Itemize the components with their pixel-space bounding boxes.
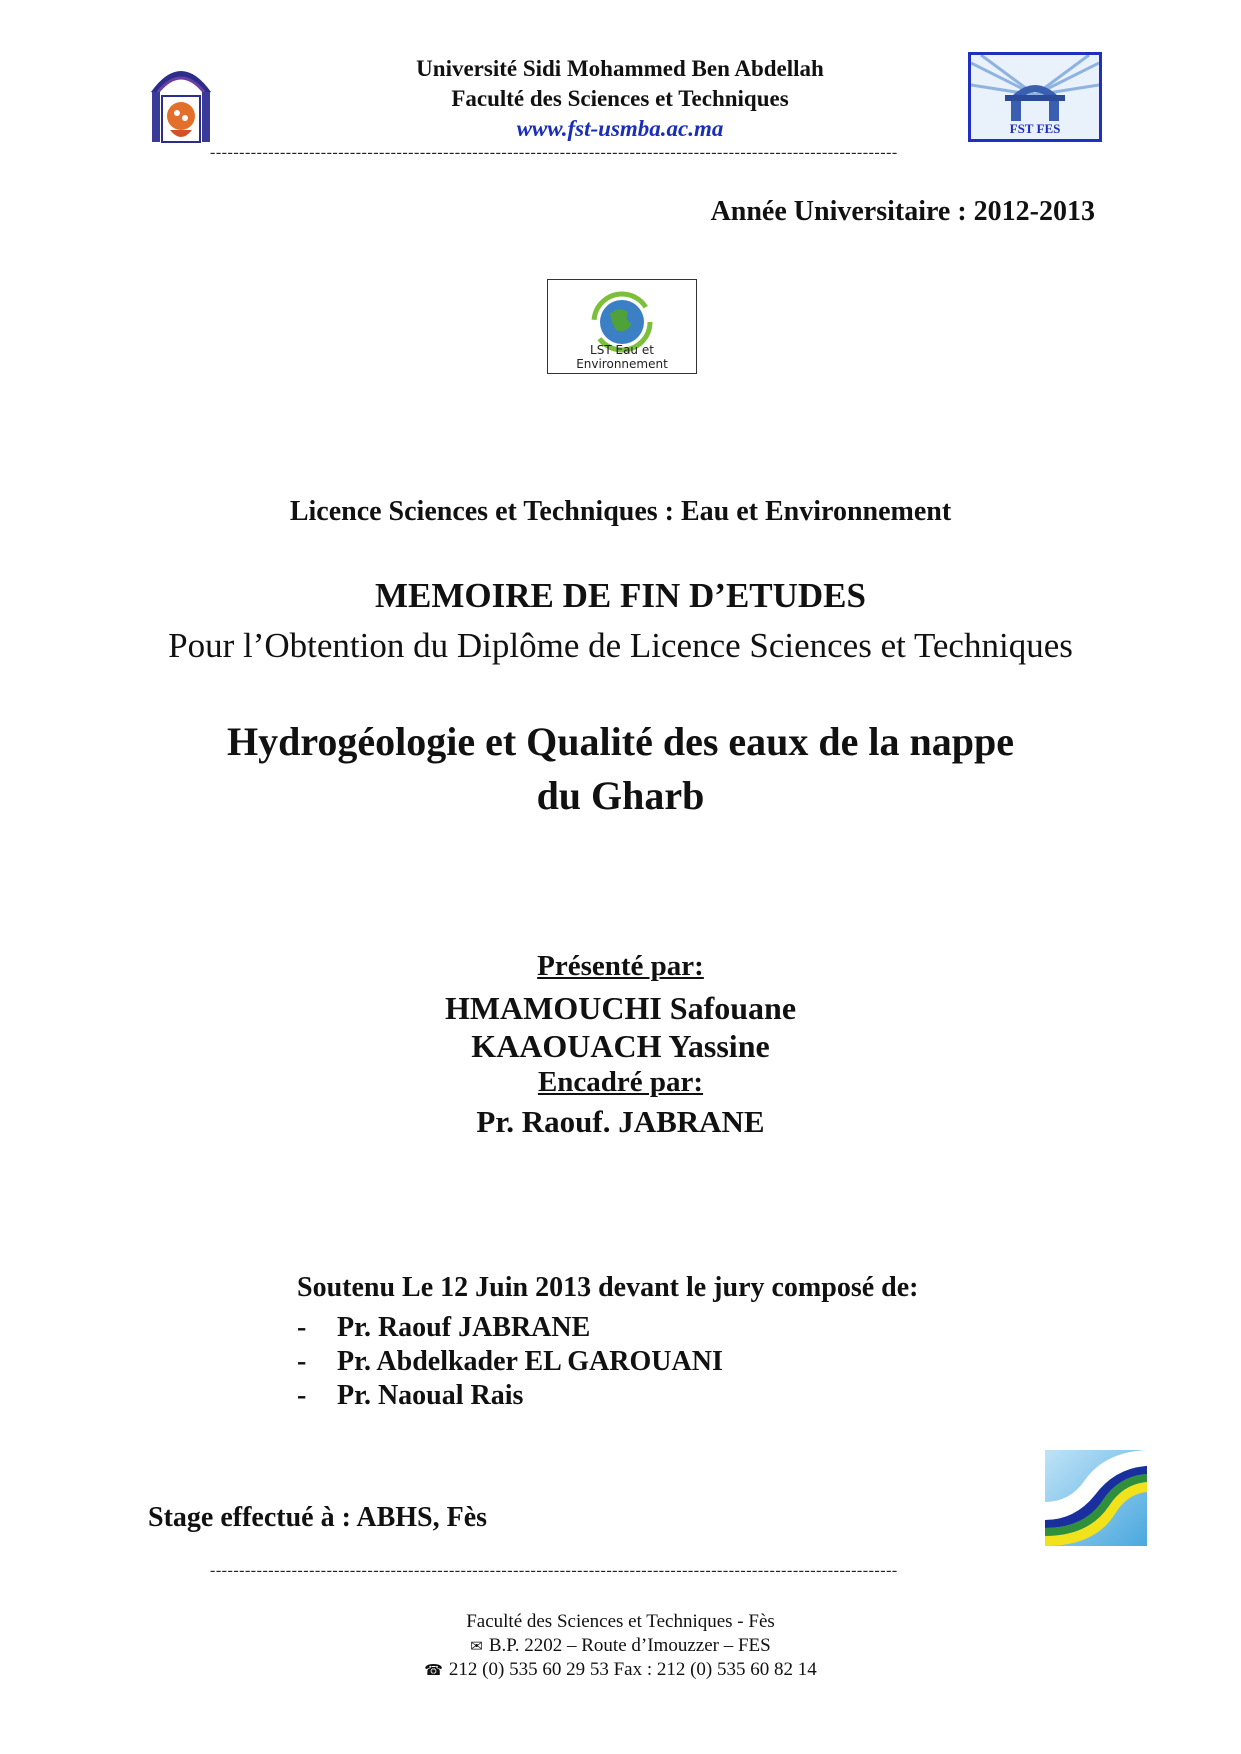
- jury-member-name: Pr. Naoual Rais: [337, 1380, 524, 1411]
- list-dash: -: [297, 1346, 307, 1377]
- fst-fes-logo: [968, 52, 1102, 142]
- phone-icon: ☎: [424, 1661, 443, 1679]
- faculty-name: Faculté des Sciences et Techniques: [451, 86, 789, 111]
- author-name: KAAOUACH Yassine: [471, 1028, 770, 1064]
- jury-member: [297, 1380, 523, 1412]
- internship-location: Stage effectué à : ABHS, Fès: [148, 1502, 488, 1533]
- footer-faculty: Faculté des Sciences et Techniques - Fès: [466, 1611, 775, 1632]
- academic-year: Année Universitaire : 2012-2013: [710, 196, 1095, 227]
- mail-icon: ✉: [470, 1637, 483, 1655]
- footer-phone-text: 212 (0) 535 60 29 53 Fax : 212 (0) 535 60 82 14: [448, 1659, 817, 1680]
- defense-statement: Soutenu Le 12 Juin 2013 devant le jury composé de:: [297, 1272, 919, 1303]
- faculty-website-link[interactable]: www.fst-usmba.ac.ma: [516, 116, 724, 141]
- lst-eau-environnement-logo: [547, 279, 697, 374]
- supervised-by-label: Encadré par:: [537, 1066, 704, 1098]
- thesis-title-line1: Hydrogéologie et Qualité des eaux de la nappe: [226, 719, 1015, 764]
- lst-logo-text: LST Eau et Environnement: [576, 343, 668, 371]
- supervisor-name: Pr. Raouf. JABRANE: [476, 1104, 765, 1139]
- footer-address-text: B.P. 2202 – Route d’Imouzzer – FES: [488, 1635, 771, 1656]
- obtention-subheading: Pour l’Obtention du Diplôme de Licence Sciences et Techniques: [168, 626, 1073, 665]
- memoire-heading: MEMOIRE DE FIN D’ETUDES: [374, 576, 866, 615]
- fst-fes-logo-text: FST FES: [1009, 121, 1061, 136]
- header-institution-block: [300, 54, 940, 144]
- footer-phone: [0, 1658, 1241, 1682]
- list-dash: -: [297, 1312, 307, 1343]
- jury-member-name: Pr. Raouf JABRANE: [337, 1312, 591, 1343]
- footer-contact-block: [0, 1610, 1241, 1682]
- jury-member-name: Pr. Abdelkader EL GAROUANI: [337, 1346, 723, 1377]
- university-name: Université Sidi Mohammed Ben Abdellah: [416, 56, 824, 81]
- footer-address: [0, 1634, 1241, 1658]
- jury-member: [297, 1312, 590, 1344]
- presented-by-label: Présenté par:: [537, 950, 704, 982]
- jury-member: [297, 1346, 723, 1378]
- header-separator: ----------------------------------------------------------------------------------------------------------------------: [210, 144, 898, 161]
- footer-separator: ----------------------------------------------------------------------------------------------------------------------: [210, 1562, 898, 1579]
- licence-heading: Licence Sciences et Techniques : Eau et Environnement: [289, 496, 952, 527]
- abhs-logo: [1045, 1450, 1147, 1546]
- author-name: HMAMOUCHI Safouane: [444, 990, 797, 1026]
- list-dash: -: [297, 1380, 307, 1411]
- university-emblem-logo: [146, 52, 216, 146]
- thesis-title-line2: du Gharb: [536, 773, 705, 818]
